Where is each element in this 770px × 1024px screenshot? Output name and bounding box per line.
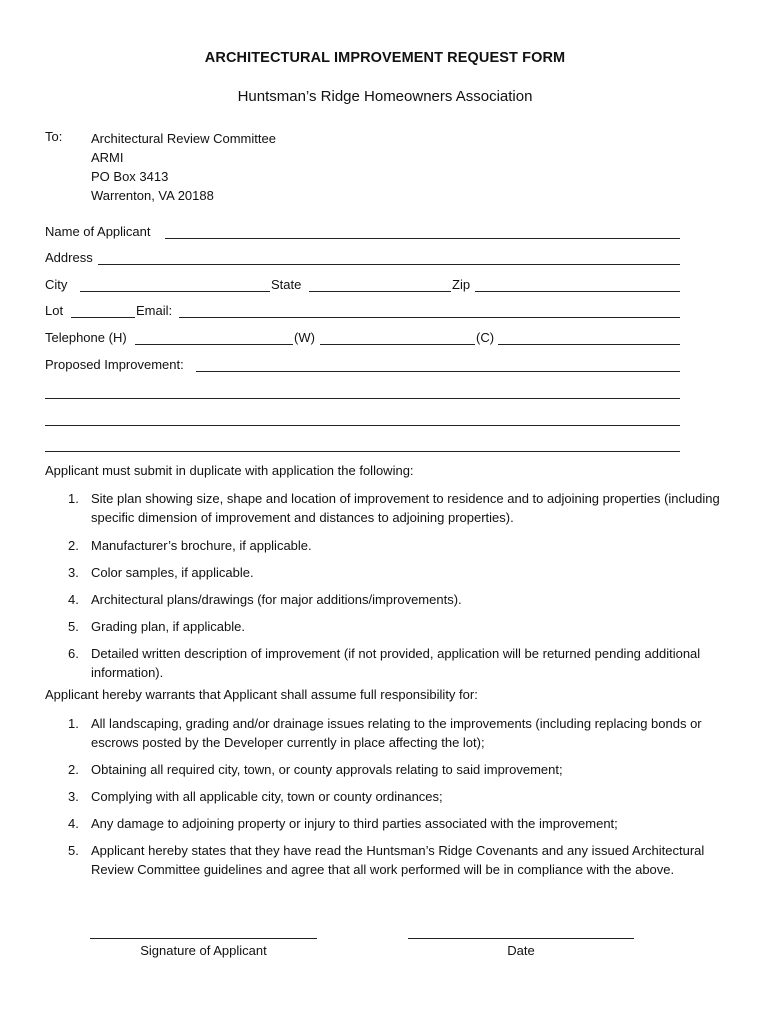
proposed-improvement-line[interactable] (45, 398, 680, 399)
list-item: 1. All landscaping, grading and/or drainage issues relating to the improvements (including replacing bonds or escrows posted by the Developer currently in place affecting the lot); (68, 716, 702, 750)
addressee-line: PO Box 3413 (91, 169, 169, 184)
warranty-intro: Applicant hereby warrants that Applicant shall assume full responsibility for: (45, 687, 478, 702)
list-item: 5. Applicant hereby states that they have read the Huntsman’s Ridge Covenants and any issued Architectural Review Committee guidelines and agree that all work performed will be in compliance with the above. (68, 843, 705, 877)
date-label: Date (507, 943, 535, 958)
address-row (45, 250, 680, 268)
city-state-zip-row (45, 277, 680, 295)
addressee-block (91, 129, 276, 205)
home-phone-field[interactable] (135, 344, 293, 345)
name-row (45, 224, 680, 242)
date-field[interactable] (408, 938, 634, 939)
list-item: 6. Detailed written description of improvement (if not provided, application will be returned pending additional information). (68, 646, 701, 680)
form-title: ARCHITECTURAL IMPROVEMENT REQUEST FORM (204, 50, 566, 66)
applicant-signature-label: Signature of Applicant (140, 943, 267, 958)
name-label: Name of Applicant (45, 224, 151, 239)
to-label: To: (45, 129, 63, 144)
home-phone-label: Telephone (H) (45, 330, 127, 345)
cell-phone-field[interactable] (498, 344, 680, 345)
submission-intro: Applicant must submit in duplicate with application the following: (45, 463, 414, 478)
list-item: 4. Architectural plans/drawings (for major additions/improvements). (68, 592, 462, 607)
list-item: 3. Color samples, if applicable. (68, 565, 254, 580)
addressee-line: ARMI (91, 150, 124, 165)
address-label: Address (45, 250, 93, 265)
addressee-line: Architectural Review Committee (91, 131, 276, 146)
list-item: 2. Obtaining all required city, town, or county approvals relating to said improvement; (68, 762, 563, 777)
lot-label: Lot (45, 303, 64, 318)
list-item: 1. Site plan showing size, shape and location of improvement to residence and to adjoining properties (including specific dimension of improvement and distances to adjoining properties). (68, 491, 720, 525)
list-item: 2. Manufacturer’s brochure, if applicable. (68, 538, 312, 553)
work-phone-field[interactable] (320, 344, 475, 345)
proposed-improvement-line[interactable] (45, 451, 680, 452)
email-label: Email: (136, 303, 173, 318)
email-field[interactable] (179, 317, 680, 318)
proposed-improvement-label: Proposed Improvement: (45, 357, 184, 372)
lot-email-row (45, 303, 680, 321)
proposed-improvement-row (45, 357, 680, 375)
proposed-improvement-field[interactable] (196, 371, 680, 372)
work-phone-label: (W) (294, 330, 315, 345)
telephone-row (45, 330, 680, 348)
state-field[interactable] (309, 291, 451, 292)
list-item: 3. Complying with all applicable city, town or county ordinances; (68, 789, 443, 804)
proposed-improvement-line[interactable] (45, 425, 680, 426)
name-field[interactable] (165, 238, 680, 239)
address-field[interactable] (98, 264, 680, 265)
warranty-list (45, 714, 725, 879)
zip-field[interactable] (475, 291, 680, 292)
cell-phone-label: (C) (476, 330, 495, 345)
submission-list (45, 489, 725, 682)
list-item: 5. Grading plan, if applicable. (68, 619, 245, 634)
city-label: City (45, 277, 68, 292)
zip-label: Zip (452, 277, 471, 292)
state-label: State (271, 277, 302, 292)
addressee-line: Warrenton, VA 20188 (91, 188, 214, 203)
applicant-signature-field[interactable] (90, 938, 317, 939)
list-item: 4. Any damage to adjoining property or injury to third parties associated with the improvement; (68, 816, 618, 831)
lot-field[interactable] (71, 317, 135, 318)
city-field[interactable] (80, 291, 270, 292)
association-name: Huntsman’s Ridge Homeowners Association (237, 88, 533, 105)
